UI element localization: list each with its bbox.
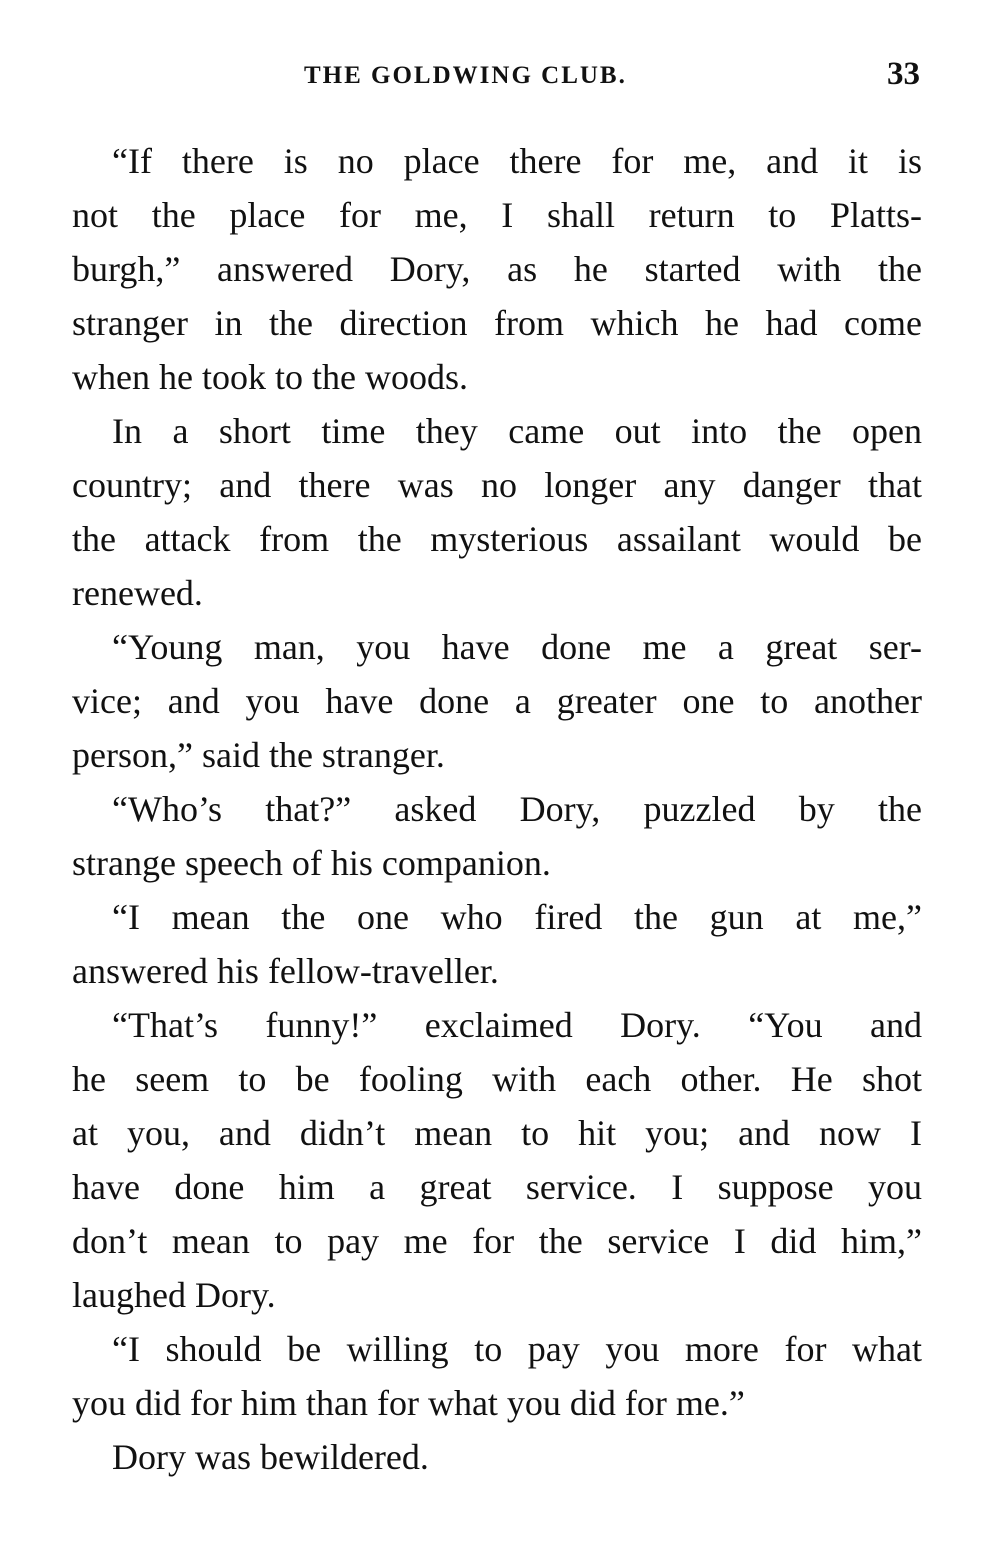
text-line: stranger in the direction from which he had come [72, 303, 922, 343]
running-head [72, 56, 922, 96]
text-line: have done him a great service. I suppose you [72, 1167, 922, 1207]
page-number: 33 [887, 56, 920, 92]
text-line: not the place for me, I shall return to Platts- [72, 195, 922, 235]
text-line: “That’s funny!” exclaimed Dory. “You and [112, 1005, 922, 1045]
text-line: the attack from the mysterious assailant would be [72, 519, 922, 559]
text-line: “If there is no place there for me, and it is [112, 141, 922, 181]
text-line: “I mean the one who fired the gun at me,” [112, 897, 922, 937]
text-line: laughed Dory. [72, 1275, 276, 1315]
body-text [72, 134, 922, 1484]
text-line: Dory was bewildered. [112, 1437, 429, 1477]
text-line: don’t mean to pay me for the service I did him,” [72, 1221, 922, 1261]
text-line: when he took to the woods. [72, 357, 468, 397]
text-line: country; and there was no longer any danger that [72, 465, 922, 505]
text-line: strange speech of his companion. [72, 843, 551, 883]
text-line: vice; and you have done a greater one to another [72, 681, 922, 721]
text-line: you did for him than for what you did for me.” [72, 1383, 745, 1423]
text-line: “Who’s that?” asked Dory, puzzled by the [112, 789, 922, 829]
text-line: renewed. [72, 573, 203, 613]
text-line: burgh,” answered Dory, as he started with the [72, 249, 922, 289]
text-line: In a short time they came out into the open [112, 411, 922, 451]
text-line: at you, and didn’t mean to hit you; and now I [72, 1113, 922, 1153]
text-line: “Young man, you have done me a great ser- [112, 627, 922, 667]
text-line: he seem to be fooling with each other. He shot [72, 1059, 922, 1099]
text-line: answered his fellow-traveller. [72, 951, 499, 991]
running-title: THE GOLDWING CLUB. [304, 62, 627, 89]
text-line: “I should be willing to pay you more for what [112, 1329, 922, 1369]
text-line: person,” said the stranger. [72, 735, 445, 775]
